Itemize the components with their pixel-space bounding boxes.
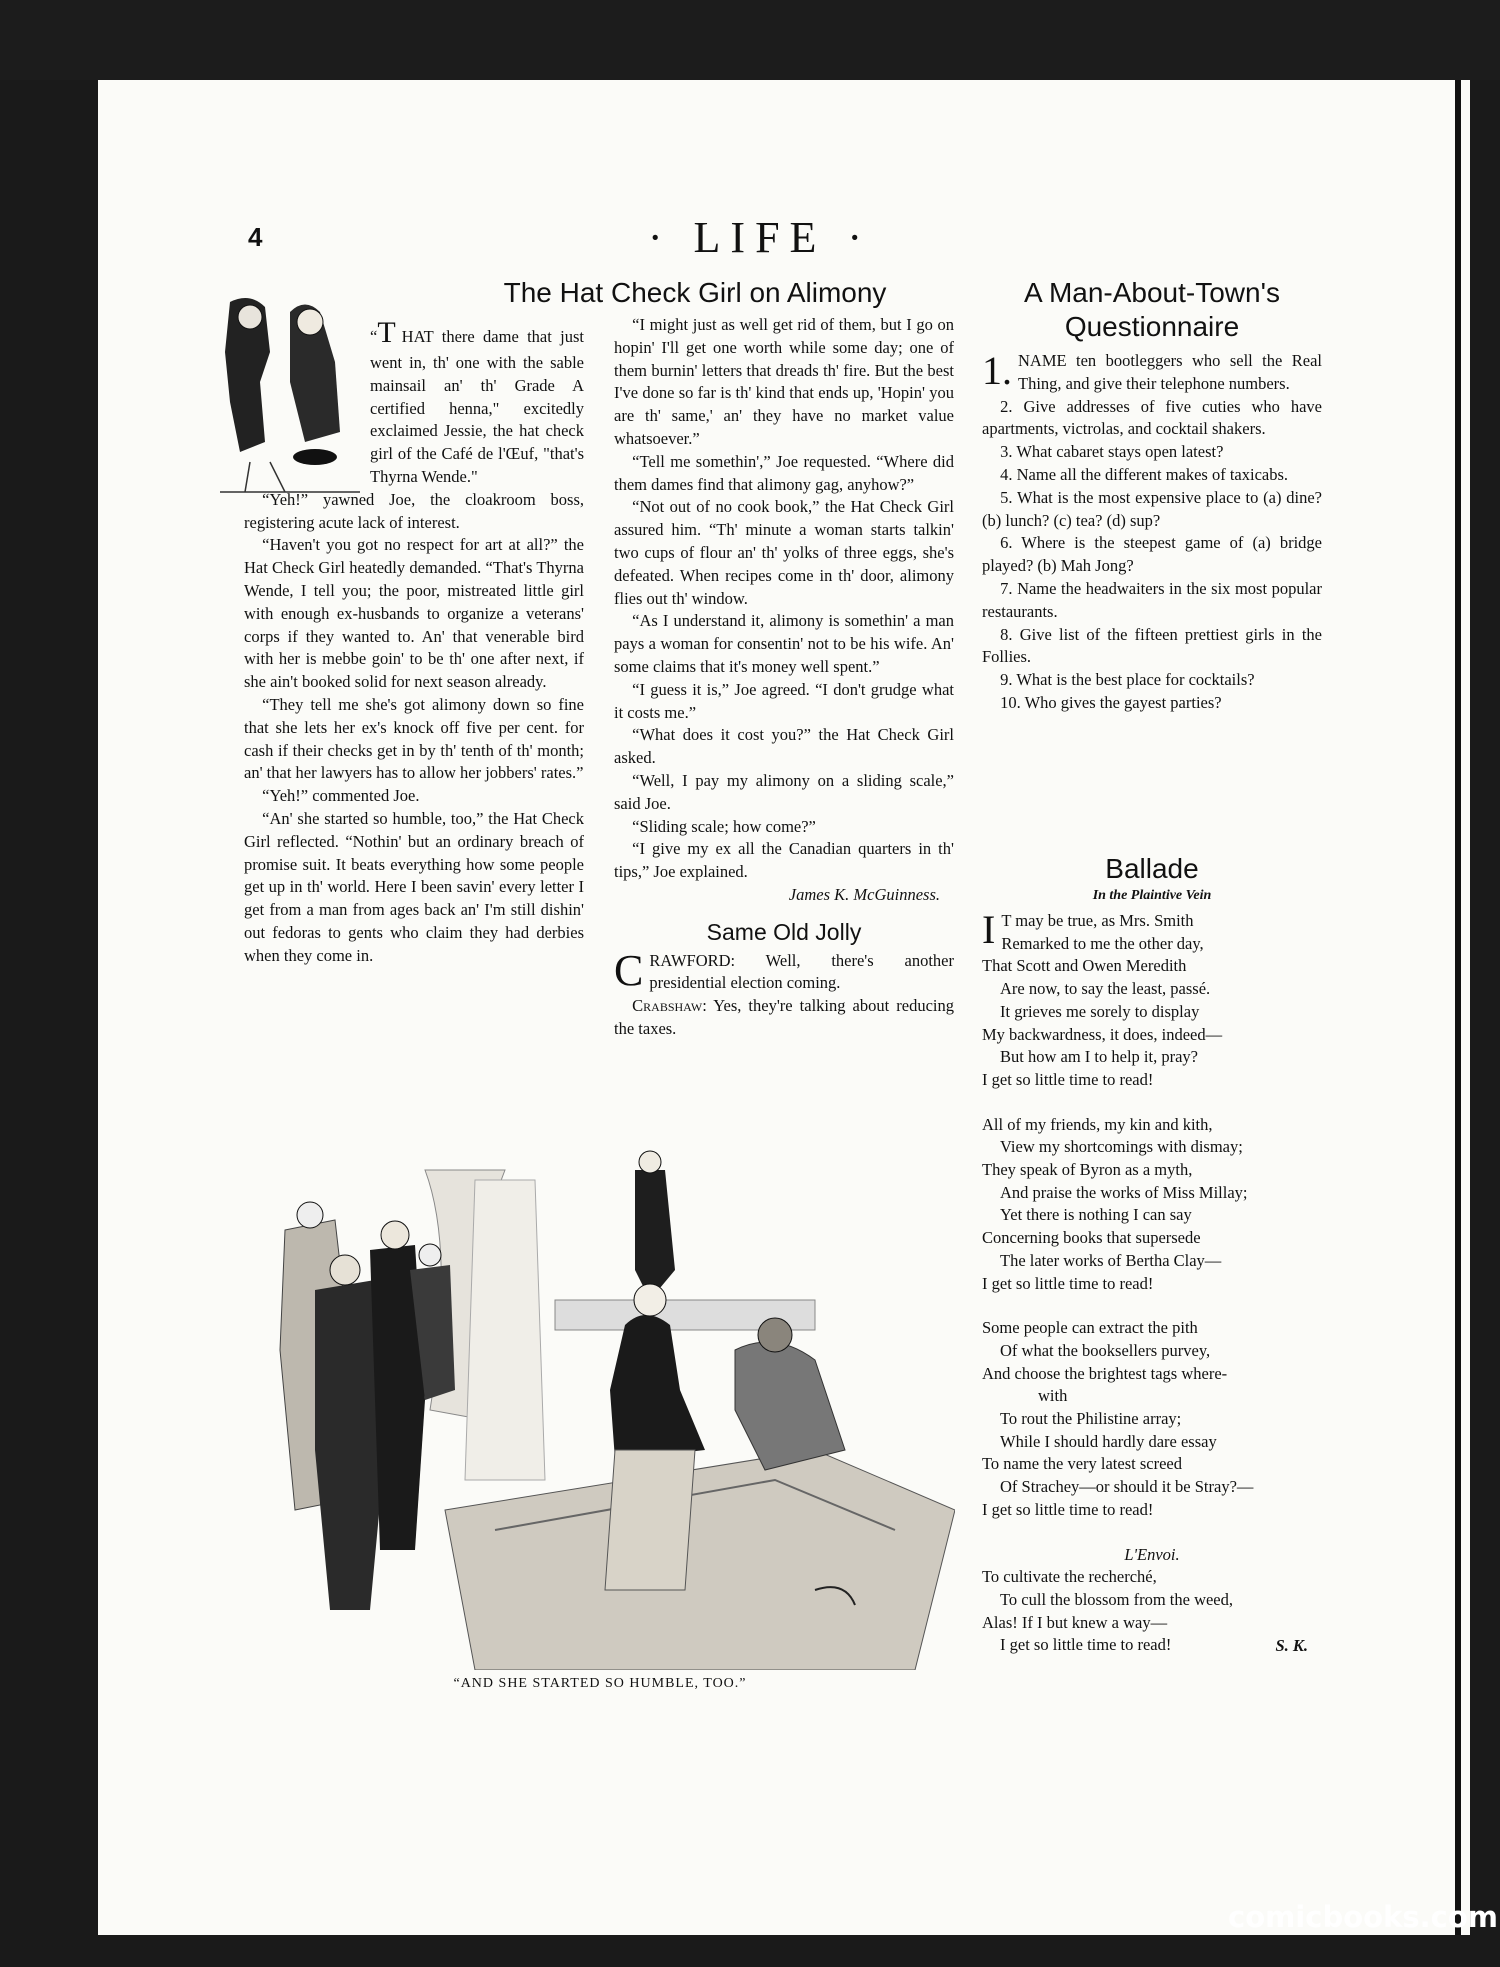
- masthead: · LIFE ·: [647, 213, 873, 262]
- poem-line: I get so little time to read!: [982, 1499, 1154, 1519]
- questionnaire-column: [982, 276, 1322, 715]
- poem-line: To rout the Philistine array;: [1000, 1409, 1182, 1429]
- dropcap-i: I: [982, 907, 996, 952]
- paragraph: “Yeh!” yawned Joe, the cloakroom boss, registering acute lack of interest.: [244, 489, 584, 532]
- poem-line: Remarked to me the other day,: [1001, 933, 1204, 953]
- cloakroom-illustration: [255, 1150, 955, 1670]
- speaker-name: Crabshaw:: [632, 996, 707, 1016]
- poem-line: Alas! If I but knew a way—: [982, 1612, 1168, 1632]
- article-title-hat-check: The Hat Check Girl on Alimony: [503, 277, 887, 308]
- question-item: 8. Give list of the fifteen prettiest girls in the Follies.: [982, 624, 1322, 667]
- poem-line: with: [1038, 1386, 1068, 1406]
- poem-line: And choose the brightest tags where-: [982, 1363, 1228, 1383]
- page-number: 4: [248, 222, 263, 252]
- dialogue-line: RAWFORD: Well, there's another presidential election coming.: [649, 950, 954, 993]
- ballade-title: Ballade: [1105, 853, 1199, 884]
- question-item: 2. Give addresses of five cuties who have apartments, victrolas, and cocktail shakers.: [982, 396, 1322, 439]
- article-title-same-old-jolly: Same Old Jolly: [706, 918, 862, 945]
- page-edge: [1455, 80, 1461, 1935]
- question-number-1: 1.: [982, 348, 1012, 393]
- poem-line: Of what the booksellers purvey,: [1000, 1340, 1211, 1360]
- poem-line: Concerning books that supersede: [982, 1228, 1201, 1248]
- poem-line: To cultivate the recherché,: [982, 1567, 1157, 1587]
- poem-line: To name the very latest screed: [982, 1454, 1182, 1474]
- paragraph: “Not out of no cook book,” the Hat Check Girl assured him. “Th' minute a woman starts talkin' two cups of flour an' th' yolks of three eggs, she's defeated. When recipes come in th' door, alimony flies out th' window.: [614, 497, 954, 608]
- question-item: 7. Name the headwaiters in the six most popular restaurants.: [982, 578, 1322, 621]
- paragraph: “An' she started so humble, too,” the Hat Check Girl reflected. “Nothin' but an ordinary breach of promise suit. It beats everything how some people get up in th' world. Here I been savin' every letter I get from a man from ages back an' I'm still dishin' out fedoras to gents who claim they had derbies when they come in.: [244, 808, 584, 965]
- poem-line: The later works of Bertha Clay—: [1000, 1250, 1222, 1270]
- poem-line: It grieves me sorely to display: [1000, 1001, 1200, 1021]
- question-1: NAME ten bootleggers who sell the Real Thing, and give their telephone numbers.: [1018, 351, 1322, 393]
- article-column-2: [614, 314, 954, 1041]
- paragraph: “Sliding scale; how come?”: [632, 816, 816, 836]
- poem-line: I get so little time to read!: [1000, 1635, 1172, 1655]
- poem-line: To cull the blossom from the weed,: [1000, 1589, 1234, 1609]
- paragraph: “Tell me somethin',” Joe requested. “Where did them dames find that alimony gag, anyhow?”: [614, 451, 954, 494]
- author-signature: S. K.: [1275, 1636, 1308, 1656]
- questionnaire-title-line1: A Man-About-Town's: [1024, 277, 1280, 308]
- dialogue-line: Yes, they're talking about reducing the taxes.: [614, 996, 954, 1038]
- paragraph: “I might just as well get rid of them, but I go on hopin' I'll get one worth while some day; one of them burnin' letters that dreads th' fire. But the best I've done so far is th' kind that ends up, 'Hopin' you are th' same,' an' they have no market value whatsoever.”: [614, 315, 954, 448]
- ballade-subtitle: In the Plaintive Vein: [1092, 888, 1212, 903]
- paragraph: “I give my ex all the Canadian quarters in th' tips,” Joe explained.: [614, 839, 954, 882]
- poem-line: Yet there is nothing I can say: [1000, 1205, 1192, 1225]
- envoi-title: L'Envoi.: [1124, 1544, 1180, 1564]
- question-item: 3. What cabaret stays open latest?: [1000, 442, 1224, 462]
- article-column-1: [244, 314, 584, 968]
- paragraph: “As I understand it, alimony is somethin' a man pays a woman for consentin' not to be his wife. An' some claims that it's money well spent.”: [614, 611, 954, 676]
- paragraph: “Haven't you got no respect for art at all?” the Hat Check Girl heatedly demanded. “That's Thyrna Wende, I tell you; the poor, mistreated little girl with enough ex-husbands to organize a veterans' corps if they wanted to. An' that venerable bird with her is mebbe goin' to be th' one after next, if she ain't booked solid for next season already.: [244, 535, 584, 692]
- paragraph: “I guess it is,” Joe agreed. “I don't grudge what it costs me.”: [614, 679, 954, 722]
- poem-line: Are now, to say the least, passé.: [1000, 979, 1211, 999]
- poem-line: That Scott and Owen Meredith: [982, 956, 1187, 976]
- author-signature: James K. McGuinness.: [788, 884, 940, 904]
- dropcap-open-quote: “: [370, 327, 378, 346]
- poem-line: I get so little time to read!: [982, 1069, 1154, 1089]
- poem-line: Some people can extract the pith: [982, 1318, 1198, 1338]
- question-item: 6. Where is the steepest game of (a) bridge played? (b) Mah Jong?: [982, 533, 1322, 576]
- watermark-text: comicbooks.com: [1228, 1900, 1498, 1934]
- illustration-caption: “AND SHE STARTED SO HUMBLE, TOO.”: [453, 1676, 747, 1691]
- question-item: 4. Name all the different makes of taxicabs.: [1000, 464, 1289, 484]
- poem-line: All of my friends, my kin and kith,: [982, 1114, 1213, 1134]
- question-item: 5. What is the most expensive place to (a) dine? (b) lunch? (c) tea? (d) sup?: [982, 487, 1322, 530]
- questionnaire-title-line2: Questionnaire: [1064, 311, 1240, 342]
- poem-line: T may be true, as Mrs. Smith: [1001, 911, 1194, 930]
- poem-line: They speak of Byron as a myth,: [982, 1160, 1193, 1180]
- paragraph: “Yeh!” commented Joe.: [262, 786, 420, 806]
- question-item: 10. Who gives the gayest parties?: [1000, 692, 1222, 712]
- paragraph: “What does it cost you?” the Hat Check Girl asked.: [614, 725, 954, 768]
- poem-line: And praise the works of Miss Millay;: [1000, 1182, 1248, 1202]
- paragraph: “They tell me she's got alimony down so fine that she lets her ex's knock off five per cent. for cash if their checks get in by th' tenth of th' month; an' that her lawyers has to allow her jobbers' rates.”: [244, 694, 584, 783]
- poem-line: While I should hardly dare essay: [1000, 1431, 1217, 1451]
- ballade-column: [982, 852, 1322, 1658]
- poem-line: My backwardness, it does, indeed—: [982, 1024, 1223, 1044]
- dropcap-c: C: [614, 945, 644, 995]
- question-item: 9. What is the best place for cocktails?: [1000, 670, 1255, 690]
- paragraph: HAT there dame that just went in, th' one with the sable mainsail an' th' Grade A certified henna," excitedly exclaimed Jessie, the hat check girl of the Café de l'Œuf, "that's Thyrna Wende.": [370, 327, 584, 486]
- paragraph: “Well, I pay my alimony on a sliding scale,” said Joe.: [614, 770, 954, 813]
- poem-line: I get so little time to read!: [982, 1273, 1154, 1293]
- poem-line: But how am I to help it, pray?: [1000, 1047, 1198, 1067]
- dropcap-t: T: [377, 316, 396, 349]
- scan-border-top: [0, 0, 1500, 80]
- poem-line: Of Strachey—or should it be Stray?—: [1000, 1477, 1254, 1497]
- poem-line: View my shortcomings with dismay;: [1000, 1137, 1243, 1157]
